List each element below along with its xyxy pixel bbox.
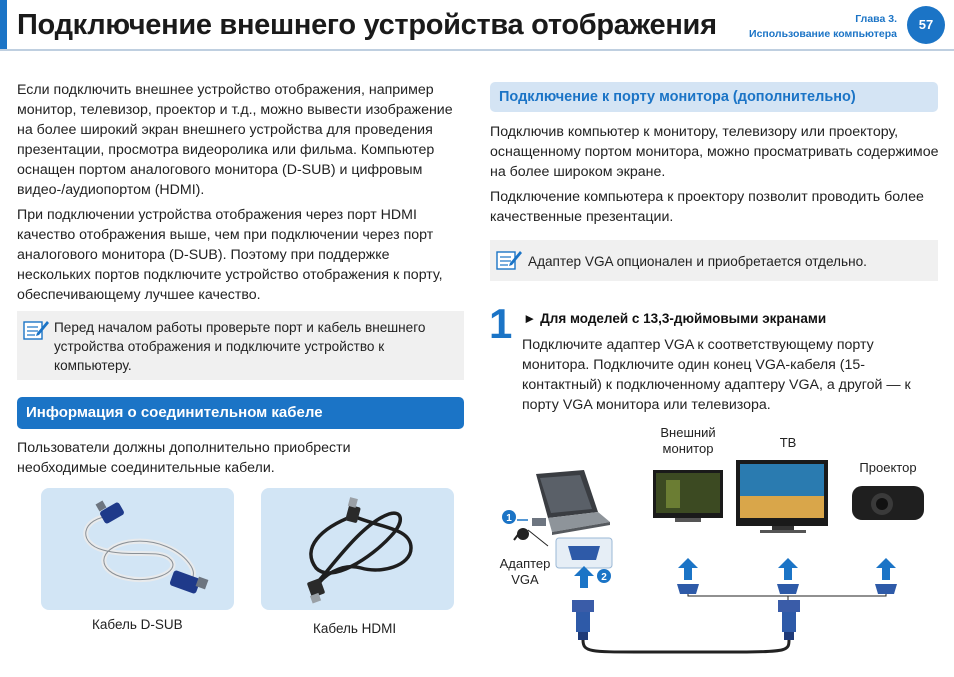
vga-port-icon xyxy=(777,584,799,594)
note-text-left: Перед началом работы проверьте порт и кабель внешнего устройства отображения и подключите устройство к компьютеру. xyxy=(54,320,426,373)
monitor-port-paragraph-1: Подключив компьютер к монитору, телевизору или проектору, оснащенному портом монитора, можно просматривать содержимое на более широком экране. xyxy=(490,124,939,180)
chapter-subtitle: Использование компьютера xyxy=(749,28,897,40)
step-title-text: Для моделей с 13,3-дюймовыми экранами xyxy=(540,311,827,326)
laptop-image xyxy=(536,470,610,535)
dsub-cable-image xyxy=(41,488,234,610)
hdmi-cable-image xyxy=(261,488,454,610)
step-title xyxy=(523,311,826,326)
vga-connector-icon xyxy=(778,600,800,640)
note-box-left xyxy=(17,311,464,380)
adapter-plug xyxy=(532,518,546,526)
label-projector: Проектор xyxy=(859,460,917,475)
hdmi-cable-caption: Кабель HDMI xyxy=(313,621,397,636)
header-accent-bar xyxy=(0,0,7,49)
step-text: Подключите адаптер VGA к соответствующему порту монитора. Подключите один конец VGA-кабеля (15-контактный) к подключенному адаптеру VGA, а другой — к порту VGA монитора или телевизора. xyxy=(522,337,911,413)
arrow-up-icon xyxy=(574,566,594,588)
vga-port-icon xyxy=(568,546,600,560)
chapter-number: Глава 3. xyxy=(855,13,897,25)
hdmi-cable-box xyxy=(261,488,454,610)
header-divider xyxy=(0,49,954,51)
page-title: Подключение внешнего устройства отображения xyxy=(17,9,717,41)
page-number-badge: 57 xyxy=(907,6,945,44)
monitor-image xyxy=(653,470,723,522)
intro-paragraph-2: При подключении устройства отображения через порт HDMI качество отображения выше, чем при подключении через порт аналогового монитора (D-SUB). Поэтому при поддержке нескольких портов подключите устройство отображения к порту, обеспечивающему лучшее качество. xyxy=(17,207,443,303)
tv-image xyxy=(736,460,828,533)
cable-info-text: Пользователи должны дополнительно приобрести необходимые соединительные кабели. xyxy=(17,440,351,476)
arrow-up-icon xyxy=(876,558,896,580)
projector-image xyxy=(852,486,924,520)
intro-paragraph-1: Если подключить внешнее устройство отображения, например монитор, телевизор, проектор и т.д., можно вывести изображение на более широкий экран внешнего устройства для проведения презентации, просмотра видеоролика или фильма. Компьютер оснащен портом аналогового монитора (D-SUB) и цифровым видео-/аудиопортом (HDMI). xyxy=(17,82,453,198)
vga-connector-icon xyxy=(572,600,594,640)
vga-port-icon xyxy=(677,584,699,594)
vga-port-icon xyxy=(875,584,897,594)
dsub-cable-caption: Кабель D-SUB xyxy=(92,617,183,632)
section-header-cable-info: Информация о соединительном кабеле xyxy=(17,397,464,429)
vga-cable xyxy=(583,640,789,652)
step-marker-icon: ► xyxy=(523,311,537,326)
note-box-right xyxy=(490,240,938,281)
connection-diagram xyxy=(490,460,940,670)
label-vga-adapter: Адаптер VGA xyxy=(499,556,551,587)
badge-2-text: 2 xyxy=(601,572,607,583)
label-tv: ТВ xyxy=(779,435,797,450)
monitor-port-paragraph-2: Подключение компьютера к проектору позволит проводить более качественные презентации. xyxy=(490,189,924,225)
arrow-up-icon xyxy=(778,558,798,580)
dsub-cable-box xyxy=(41,488,234,610)
note-icon xyxy=(23,319,49,341)
arrow-up-icon xyxy=(678,558,698,580)
label-external-monitor: Внешний монитор xyxy=(660,425,716,456)
section-header-monitor-port: Подключение к порту монитора (дополнительно) xyxy=(490,82,938,112)
chapter-label xyxy=(749,12,897,42)
step-number: 1 xyxy=(489,300,513,347)
note-text-right: Адаптер VGA опционален и приобретается отдельно. xyxy=(528,254,867,269)
note-icon xyxy=(496,249,522,271)
badge-1-text: 1 xyxy=(506,513,512,524)
